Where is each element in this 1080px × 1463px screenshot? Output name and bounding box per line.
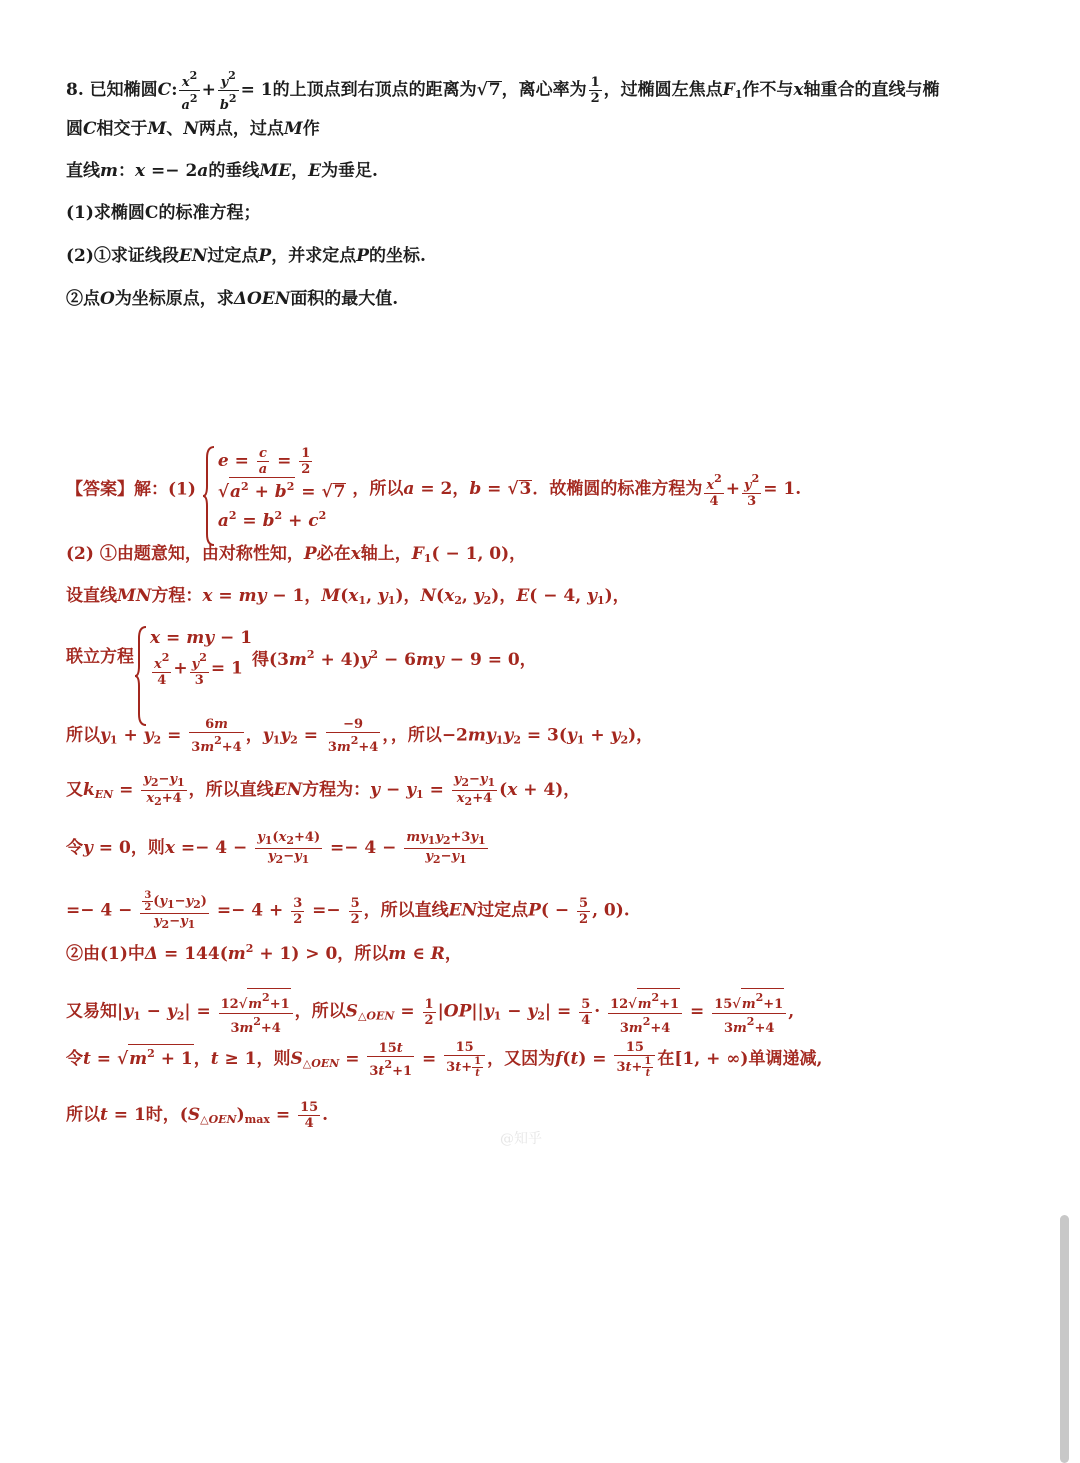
question-number: 8.: [66, 80, 84, 100]
vertical-scrollbar[interactable]: [1060, 1215, 1069, 1463]
question-line-3: 直线m：x =− 2a的垂线ME，E为垂足.: [66, 161, 378, 181]
answer-line-11: 令$t = √m^2 + 1$，t ≥ 1，则$S_{\triangle OEN}$ = $\frac{15t}{3t^2+1}$ = 15 3t+ $\frac{1}{t}$ ，又因为f(t) = 15 3t+ $\frac{1}{t}$ 在[1, + ∞)单调递减,: [66, 1040, 823, 1079]
system-part-2: x = my − 1 $\frac{x^2}{4}$ + $\frac{y^2}{3}$ = 1: [134, 626, 252, 688]
question-line-1: 8. 已知椭圆C: $\frac{x^2}{a^2}$ + $\frac{y^2}{b^2}$ = 1的上顶点到右顶点的距离为√7，离心率为 $\frac{1}{2}$ ，过椭圆左焦点$F_1$作不与x轴重合的直线与椭: [66, 69, 940, 113]
answer-line-8: =− 4 − $\frac{3}{2}$ $(y_1-y_2)$ $y_2-y_1$ =− 4 + $\frac{3}{2}$ =− $\frac{5}{2}$ ，所以直线EN过定点P( − $\frac{5}{2}$ , 0).: [66, 890, 630, 931]
left-brace-icon: [202, 446, 216, 546]
answer-line-4: 联立方程 x = my − 1 $\frac{x^2}{4}$ + $\frac{y^2}{3}$ = 1 得$(3m^2 + 4)y^2 - 6my - 9 = 0$，: [66, 626, 537, 688]
answer-line-6: 又$k_{EN}$ = $\frac{y_2-y_1}{x_2+4}$ ，所以直线EN方程为：$y - y_1$ = $\frac{y_2-y_1}{x_2+4}$ (x + 4)，: [66, 772, 581, 808]
answer-line-5: 所以$y_1 + y_2$ = $\frac{6m}{3m^2+4}$ ，$y_1y_2$ = $\frac{-9}{3m^2+4}$ ，，所以$-2my_1y_2 = 3(y_1 + y_2)$，: [66, 717, 654, 755]
answer-line-10: 又易知$|y_1 - y_2|$ = $\frac{12√m^2+1}{3m^2+4}$ ，所以$S_{\triangle OEN}$ = $\frac{1}{2}$ $|OP||y_1 - y_2|$ = $\frac{5}{4}$ · $\frac{12√m^2+1}{3m^2+4}$ = $\frac{15√m^2+1}{3m^2+4}$ ,: [66, 988, 794, 1036]
answer-line-9: ②由(1)中$\Delta = 144(m^2 + 1) > 0$，所以m ∈ R，: [66, 942, 462, 964]
question-lead: 已知椭圆: [89, 80, 158, 100]
answer-line-3: 设直线MN方程：x = my − 1，$M(x_1$, $y_1$)，$N(x_2$, $y_2$)，E( − 4, $y_1$)，: [66, 586, 630, 607]
answer-part-1: 【答案】解：(1) e = $\frac{c}{a}$ = $\frac{1}{2}$ $√a^2 + b^2 = √7$ $a^2 = b^2 + c^2$ ，所以a = 2，b = √3．故椭圆的标准方程为 $\frac{x^2}{4}$ + $\frac{y^2}{3}$ = 1.: [66, 446, 801, 533]
question-line-2: 圆C相交于M、N两点，过点M作: [66, 119, 320, 139]
answer-line-12: 所以t = 1时，$(S_{\triangle OEN})_{max}$ = $\frac{15}{4}$ .: [66, 1100, 329, 1131]
watermark: @知乎: [500, 1131, 542, 1147]
question-part-3: ②点O为坐标原点，求ΔOEN面积的最大值.: [66, 289, 399, 309]
answer-line-2: (2) ①由题意知，由对称性知，P必在x轴上，$F_1( - 1$, 0)，: [66, 544, 527, 565]
left-brace-icon: [134, 626, 148, 726]
answer-line-7: 令y = 0，则x =− 4 − $\frac{y_1(x_2+4)}{y_2-y_1}$ =− 4 − $\frac{my_1y_2+3y_1}{y_2-y_1}$: [66, 830, 486, 866]
system-part-1: e = $\frac{c}{a}$ = $\frac{1}{2}$ $√a^2 + b^2 = √7$ $a^2 = b^2 + c^2$: [202, 446, 347, 533]
answer-label: 【答案】: [66, 479, 134, 500]
question-part-1: (1)求椭圆C的标准方程；: [66, 203, 261, 223]
question-part-2: (2)①求证线段EN过定点P，并求定点P的坐标.: [66, 246, 426, 266]
